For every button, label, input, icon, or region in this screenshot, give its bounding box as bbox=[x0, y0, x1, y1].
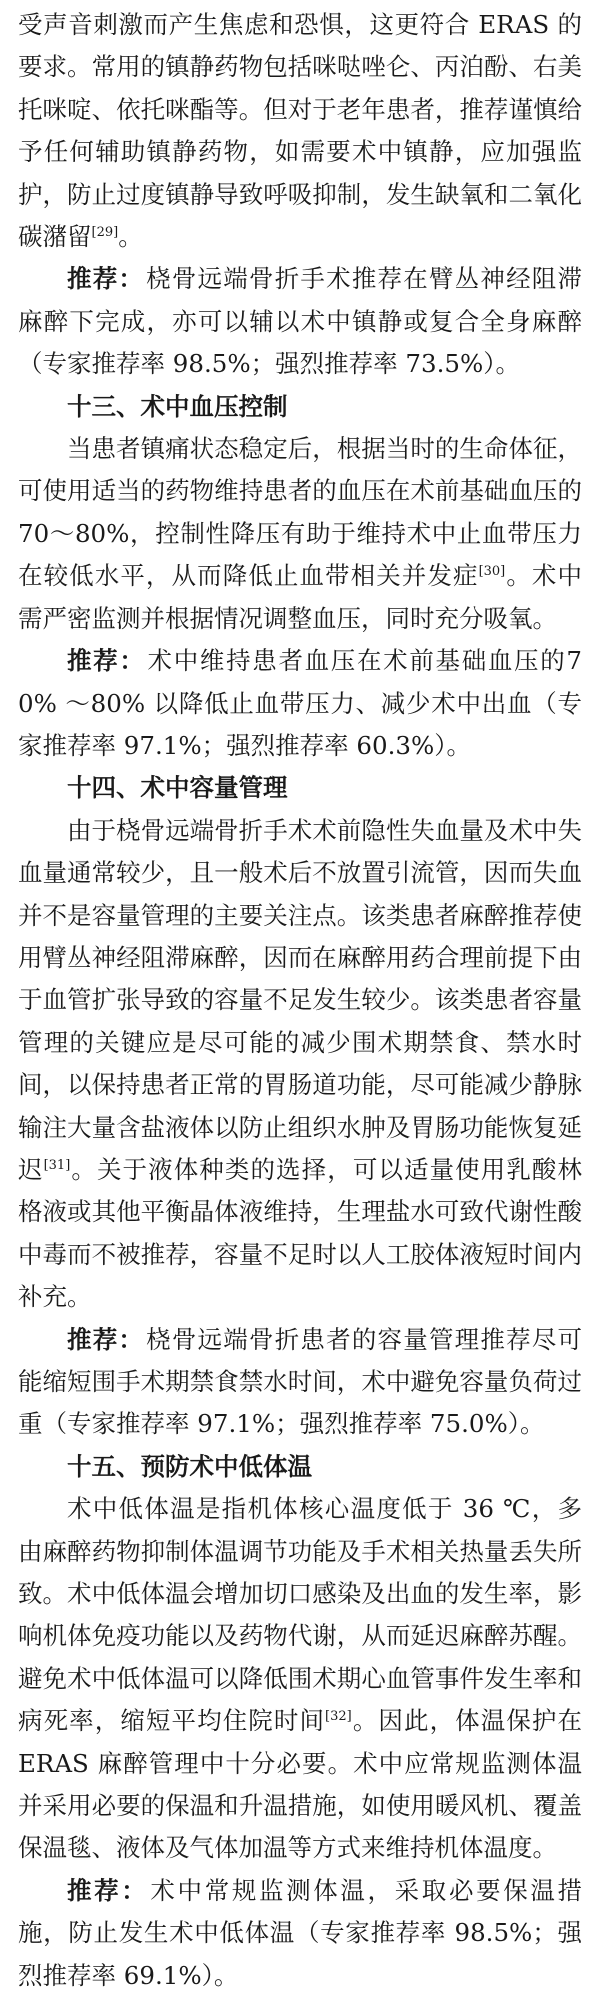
citation: [30] bbox=[478, 564, 506, 580]
recommendation-label: 推荐： bbox=[67, 646, 146, 676]
recommendation-text: 术中维持患者血压在术前基础血压的70% ～80% 以降低止血带压力、减少术中出血（专家推荐率 97.1%；强烈推荐率 60.3%）。 bbox=[18, 646, 583, 760]
recommendation-text: 桡骨远端骨折手术推荐在臂丛神经阻滞麻醉下完成，亦可以辅以术中镇静或复合全身麻醉（专家推荐率 98.5%；强烈推荐率 73.5%）。 bbox=[18, 264, 583, 379]
paragraph-text-tail: 。术中需严密监测并根据情况调整血压，同时充分吸氧。 bbox=[18, 561, 583, 633]
paragraph-text: 受声音刺激而产生焦虑和恐惧，这更符合 ERAS 的要求。常用的镇静药物包括咪哒唑仑、丙泊酚、右美托咪啶、依托咪酯等。但对于老年患者，推荐谨慎给予任何辅助镇静药物，如需要术中镇静，应加强监护，防止过度镇静导致呼吸抑制，发生缺氧和二氧化碳潴留 bbox=[18, 10, 582, 252]
paragraph-sedation bbox=[18, 4, 582, 258]
paragraph-text: 术中低体温是指机体核心温度低于 36 ℃，多由麻醉药物抑制体温调节功能及手术相关热量丢失所致。术中低体温会增加切口感染及出血的发生率，影响机体免疫功能以及药物代谢，从而延迟麻醉苏醒。避免术中低体温可以降低围术期心血管事件发生率和病死率，缩短平均住院时间 bbox=[18, 1494, 582, 1736]
section-heading-15: 十五、预防术中低体温 bbox=[67, 1451, 312, 1481]
recommendation-text: 桡骨远端骨折患者的容量管理推荐尽可能缩短围手术期禁食禁水时间，术中避免容量负荷过重（专家推荐率 97.1%；强烈推荐率 75.0%）。 bbox=[18, 1324, 583, 1439]
recommendation-anesthesia bbox=[18, 258, 582, 385]
paragraph-text-tail: 。因此，体温保护在 ERAS 麻醉管理中十分必要。术中应常规监测体温并采用必要的保温和升温措施，如使用暖风机、覆盖保温毯、液体及气体加温等方式来维持机体温度。 bbox=[18, 1706, 583, 1863]
paragraph-text: 当患者镇痛状态稳定后，根据当时的生命体征，可使用适当的药物维持患者的血压在术前基础血压的 70～80%，控制性降压有助于维持术中止血带压力在较低水平，从而降低止血带相关并发症 bbox=[18, 434, 582, 591]
recommendation-label: 推荐： bbox=[67, 264, 145, 294]
paragraph-blood-pressure bbox=[18, 428, 582, 640]
paragraph-text-tail: 。 bbox=[118, 222, 143, 252]
paragraph-text-tail: 。关于液体种类的选择，可以适量使用乳酸林格液或其他平衡晶体液维持，生理盐水可致代谢性酸中毒而不被推荐，容量不足时以人工胶体液短时间内补充。 bbox=[18, 1154, 583, 1312]
section-heading-13: 十三、术中血压控制 bbox=[67, 391, 288, 421]
citation: [31] bbox=[43, 1157, 71, 1173]
section-heading-14: 十四、术中容量管理 bbox=[67, 773, 288, 803]
recommendation-text: 术中常规监测体温，采取必要保温措施，防止发生术中低体温（专家推荐率 98.5%；强烈推荐率 69.1%）。 bbox=[18, 1875, 583, 1990]
recommendation-label: 推荐： bbox=[67, 1324, 145, 1354]
recommendation-hypothermia bbox=[18, 1870, 582, 1997]
paragraph-hypothermia bbox=[18, 1488, 582, 1870]
citation: [29] bbox=[91, 224, 119, 240]
paragraph-volume-management bbox=[18, 810, 582, 1319]
recommendation-volume bbox=[18, 1319, 582, 1446]
citation: [32] bbox=[325, 1709, 352, 1725]
recommendation-label: 推荐： bbox=[67, 1875, 149, 1905]
paragraph-text: 由于桡骨远端骨折手术术前隐性失血量及术中失血量通常较少，且一般术后不放置引流管，因而失血并不是容量管理的主要关注点。该类患者麻醉推荐使用臂丛神经阻滞麻醉，因而在麻醉用药合理前提下由于血管扩张导致的容量不足发生较少。该类患者容量管理的关键应是尽可能的减少围术期禁食、禁水时间，以保持患者正常的胃肠道功能，尽可能减少静脉输注大量含盐液体以防止组织水肿及胃肠功能恢复延迟 bbox=[18, 815, 582, 1184]
recommendation-blood-pressure bbox=[18, 640, 582, 767]
